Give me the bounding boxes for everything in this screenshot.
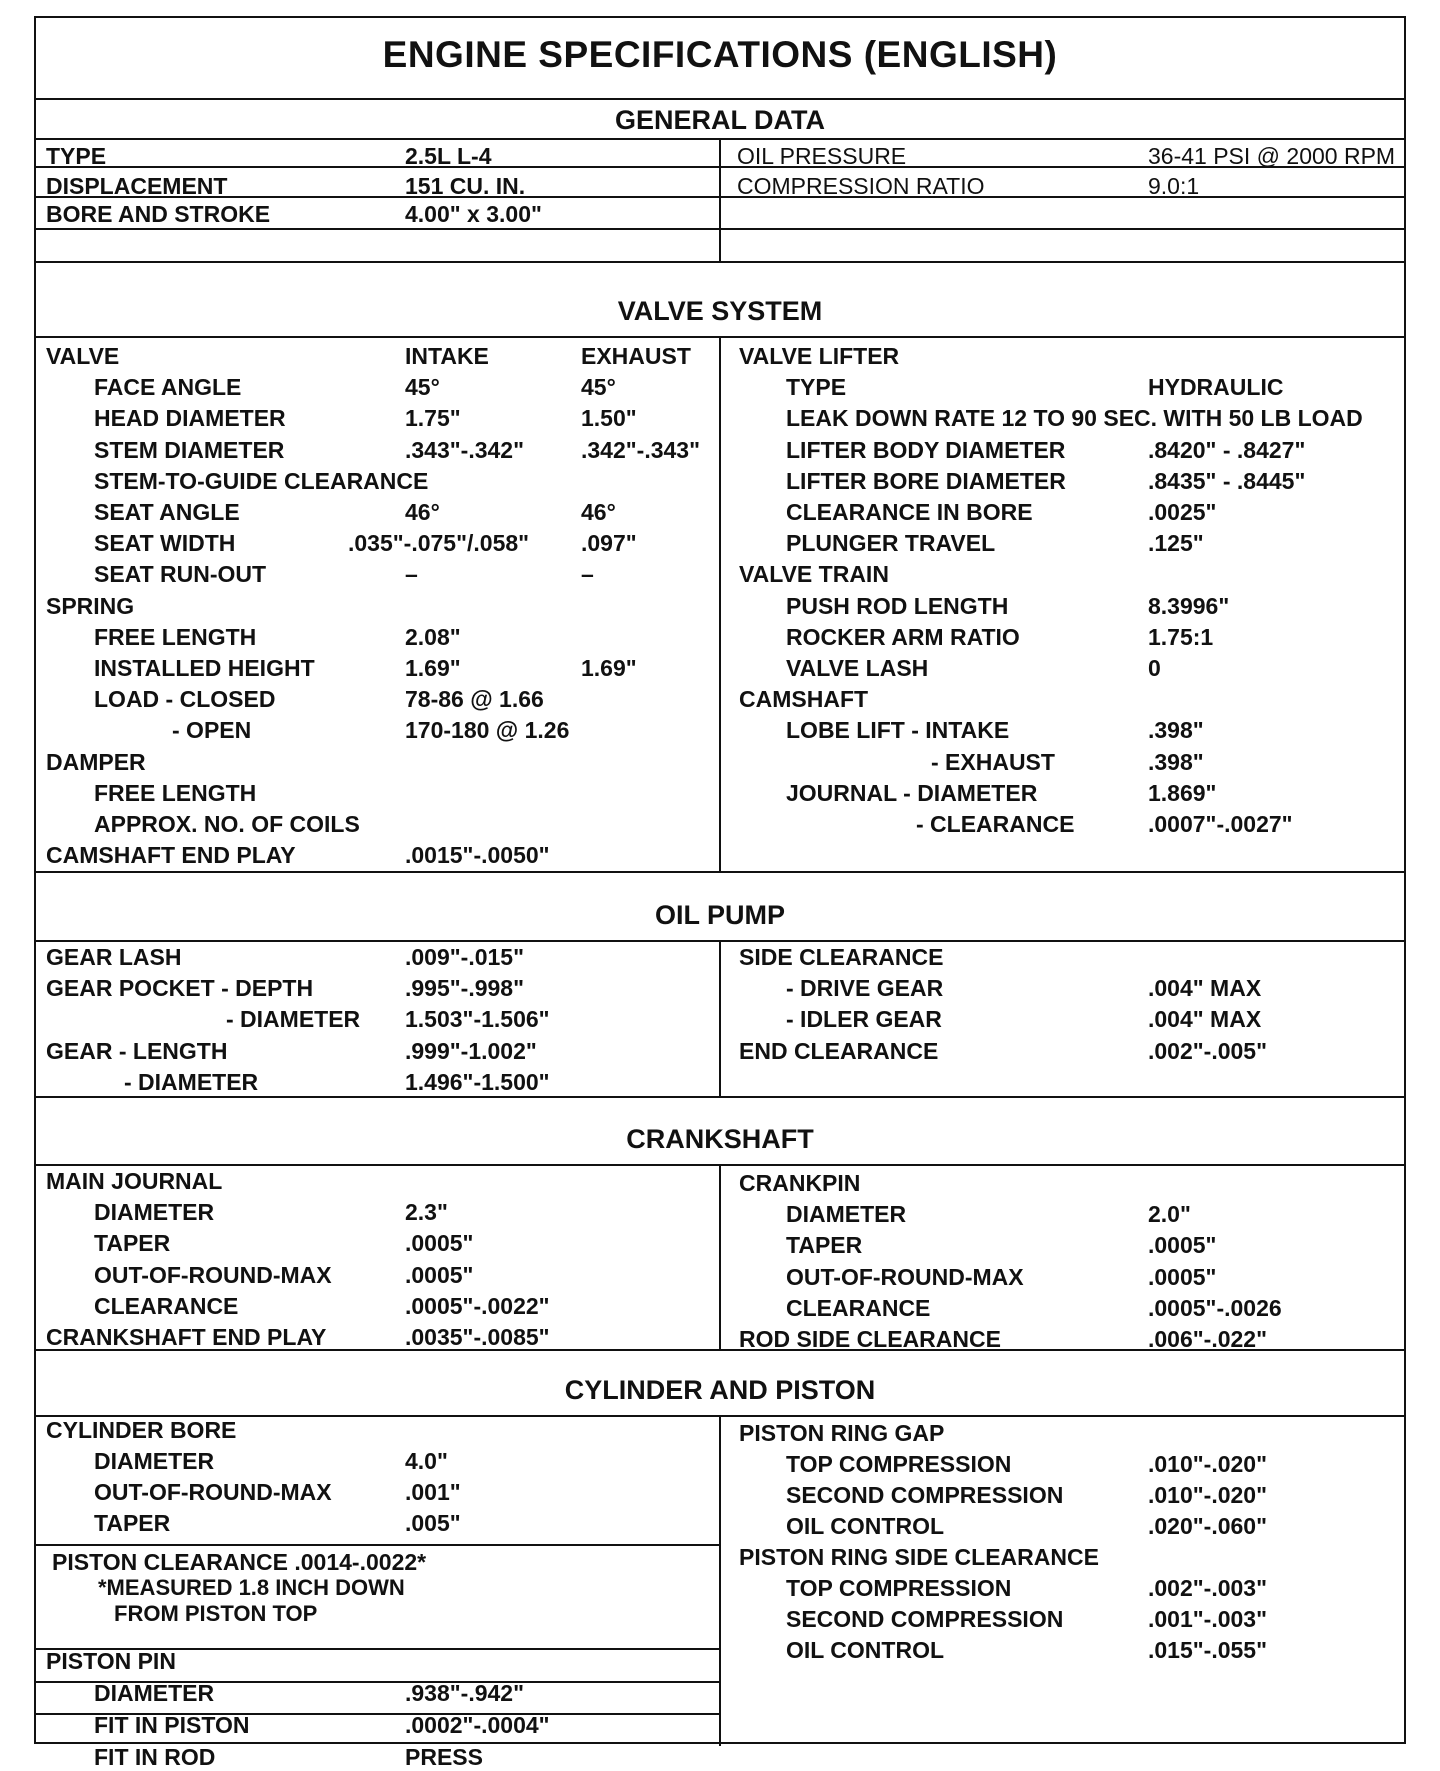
ring-label: PISTON RING GAP [739, 1420, 945, 1446]
crank-label: CRANKPIN [739, 1170, 861, 1196]
oil-label: - DIAMETER [124, 1068, 259, 1095]
general-label: COMPRESSION RATIO [737, 173, 985, 199]
crank-label: DIAMETER [94, 1199, 215, 1226]
cylinder-label: PISTON CLEARANCE .0014-.0022* [52, 1549, 427, 1575]
valve-label: FREE LENGTH [94, 623, 257, 650]
lifter-label: TYPE [786, 374, 847, 401]
valve-exhaust-value: .342"-.343" [581, 436, 700, 463]
lifter-label: JOURNAL - DIAMETER [786, 779, 1038, 806]
oil-label: END CLEARANCE [739, 1037, 939, 1064]
cylinder-label: FROM PISTON TOP [114, 1601, 318, 1626]
ring-value: .020"-.060" [1148, 1513, 1267, 1539]
valve-exhaust-value: .097" [581, 530, 637, 557]
ring-label: OIL CONTROL [786, 1637, 945, 1663]
crank-value: 2.0" [1148, 1201, 1191, 1228]
valve-intake-value: 170-180 @ 1.26 [405, 717, 570, 744]
crank-label: OUT-OF-ROUND-MAX [786, 1263, 1024, 1290]
crank-value: .0005"-.0022" [405, 1292, 550, 1319]
lifter-value: .0025" [1148, 499, 1217, 525]
rule [36, 1096, 1404, 1098]
valve-intake-value: .0015"-.0050" [405, 842, 550, 869]
general-value: 2.5L L-4 [405, 143, 492, 169]
oil-label: GEAR LASH [46, 944, 182, 970]
valve-label: FREE LENGTH [94, 779, 257, 806]
lifter-label: CAMSHAFT [739, 686, 869, 713]
crank-label: MAIN JOURNAL [46, 1168, 223, 1194]
ring-label: SECOND COMPRESSION [786, 1606, 1064, 1632]
crank-value: .0035"-.0085" [405, 1324, 550, 1350]
cylinder-value: .0002"-.0004" [405, 1712, 550, 1738]
lifter-value: .398" [1148, 748, 1204, 775]
divider [719, 336, 721, 871]
oil-label: SIDE CLEARANCE [739, 944, 944, 970]
lifter-value: 0 [1148, 655, 1161, 681]
crank-value: .0005" [1148, 1232, 1217, 1259]
cylinder-label: TAPER [94, 1510, 171, 1536]
oil-value: .004" MAX [1148, 975, 1262, 1002]
cylinder-label: FIT IN ROD [94, 1744, 216, 1770]
valve-label: HEAD DIAMETER [94, 405, 286, 432]
oil-value: .995"-.998" [405, 975, 524, 1002]
lifter-label: LEAK DOWN RATE 12 TO 90 SEC. WITH 50 LB LOAD [786, 405, 1363, 432]
oil-label: - DRIVE GEAR [786, 975, 944, 1002]
valve-label: STEM DIAMETER [94, 436, 285, 463]
oil-value: .004" MAX [1148, 1006, 1262, 1033]
ring-label: TOP COMPRESSION [786, 1575, 1012, 1601]
valve-intake-value: .343"-.342" [405, 436, 524, 463]
valve-exhaust-value: 45° [581, 374, 616, 401]
oil-label: GEAR - LENGTH [46, 1037, 228, 1064]
valve-intake-value: 2.08" [405, 623, 461, 650]
cylinder-label: OUT-OF-ROUND-MAX [94, 1479, 332, 1505]
ring-label: PISTON RING SIDE CLEARANCE [739, 1544, 1099, 1570]
general-value: 9.0:1 [1148, 173, 1200, 199]
valve-label: LOAD - CLOSED [94, 686, 276, 713]
crank-label: CRANKSHAFT END PLAY [46, 1324, 327, 1350]
lifter-label: - EXHAUST [931, 748, 1055, 775]
valve-label: APPROX. NO. OF COILS [94, 811, 360, 837]
lifter-label: VALVE LASH [786, 655, 929, 681]
general-label: TYPE [46, 143, 107, 169]
crank-value: .006"-.022" [1148, 1326, 1267, 1352]
lifter-value: 8.3996" [1148, 592, 1230, 619]
cylinder-value: .001" [405, 1479, 461, 1505]
valve-intake-value: – [405, 561, 418, 588]
lifter-value: 1.75:1 [1148, 623, 1214, 650]
lifter-label: PUSH ROD LENGTH [786, 592, 1009, 619]
general-label: DISPLACEMENT [46, 173, 228, 199]
rule [36, 1544, 719, 1546]
valve-label: SEAT ANGLE [94, 499, 240, 525]
general-value: 36-41 PSI @ 2000 RPM [1148, 143, 1396, 169]
valve-intake-value: 46° [405, 499, 440, 525]
section-title-cylinder: CYLINDER AND PISTON [564, 1375, 876, 1405]
valve-label: SEAT WIDTH [94, 530, 236, 557]
general-value: 4.00" x 3.00" [405, 201, 542, 227]
spec-sheet [34, 16, 1406, 1770]
valve-exhaust-value: 1.69" [581, 655, 637, 681]
valve-intake-value: .035"-.075"/.058" [348, 530, 530, 557]
rule [36, 871, 1404, 873]
cylinder-value: PRESS [405, 1744, 483, 1770]
valve-exhaust-value: EXHAUST [581, 343, 691, 369]
crank-label: CLEARANCE [786, 1294, 931, 1321]
cylinder-label: FIT IN PISTON [94, 1712, 250, 1738]
lifter-label: LIFTER BORE DIAMETER [786, 467, 1066, 494]
general-value: 151 CU. IN. [405, 173, 526, 199]
valve-label: SEAT RUN-OUT [94, 561, 267, 588]
lifter-label: VALVE TRAIN [739, 561, 889, 588]
cylinder-label: CYLINDER BORE [46, 1417, 237, 1443]
lifter-label: LIFTER BODY DIAMETER [786, 436, 1066, 463]
lifter-value: .0007"-.0027" [1148, 811, 1293, 837]
ring-label: OIL CONTROL [786, 1513, 945, 1539]
section-title-valve: VALVE SYSTEM [617, 296, 823, 326]
oil-value: 1.503"-1.506" [405, 1006, 550, 1033]
divider [719, 1164, 721, 1349]
section-title-oil: OIL PUMP [654, 900, 786, 930]
lifter-label: LOBE LIFT - INTAKE [786, 717, 1010, 744]
lifter-label: VALVE LIFTER [739, 343, 900, 369]
oil-value: .002"-.005" [1148, 1037, 1267, 1064]
section-title-general: GENERAL DATA [614, 105, 825, 135]
crank-label: DIAMETER [786, 1201, 907, 1228]
crank-label: TAPER [786, 1232, 863, 1259]
lifter-value: 1.869" [1148, 779, 1217, 806]
lifter-value: .8435" - .8445" [1148, 467, 1306, 494]
cylinder-value: 4.0" [405, 1448, 448, 1474]
lifter-value: .398" [1148, 717, 1204, 744]
valve-label: STEM-TO-GUIDE CLEARANCE [94, 467, 429, 494]
crank-label: ROD SIDE CLEARANCE [739, 1326, 1001, 1352]
ring-value: .010"-.020" [1148, 1482, 1267, 1508]
ring-value: .010"-.020" [1148, 1451, 1267, 1477]
valve-exhaust-value: – [581, 561, 594, 588]
crank-label: CLEARANCE [94, 1292, 239, 1319]
valve-label: DAMPER [46, 748, 146, 775]
general-label: OIL PRESSURE [737, 143, 907, 169]
general-label: BORE AND STROKE [46, 201, 271, 227]
cylinder-label: DIAMETER [94, 1448, 215, 1474]
valve-label: INSTALLED HEIGHT [94, 655, 315, 681]
ring-value: .001"-.003" [1148, 1606, 1267, 1632]
lifter-label: - CLEARANCE [916, 811, 1075, 837]
oil-value: .009"-.015" [405, 944, 524, 970]
valve-intake-value: 1.69" [405, 655, 461, 681]
valve-label: SPRING [46, 592, 135, 619]
crank-label: OUT-OF-ROUND-MAX [94, 1261, 332, 1288]
valve-intake-value: INTAKE [405, 343, 489, 369]
valve-intake-value: 45° [405, 374, 440, 401]
cylinder-value: .938"-.942" [405, 1680, 524, 1706]
section-title-crank: CRANKSHAFT [626, 1124, 814, 1154]
lifter-value: .8420" - .8427" [1148, 436, 1306, 463]
oil-label: - IDLER GEAR [786, 1006, 942, 1033]
valve-label: VALVE [46, 343, 120, 369]
crank-value: .0005"-.0026 [1148, 1294, 1282, 1321]
lifter-value: HYDRAULIC [1148, 374, 1284, 401]
crank-value: .0005" [405, 1230, 474, 1257]
valve-intake-value: 1.75" [405, 405, 461, 432]
cylinder-value: .005" [405, 1510, 461, 1536]
divider [719, 940, 721, 1096]
oil-label: GEAR POCKET - DEPTH [46, 975, 314, 1002]
ring-value: .015"-.055" [1148, 1637, 1267, 1663]
lifter-label: ROCKER ARM RATIO [786, 623, 1020, 650]
oil-value: .999"-1.002" [405, 1037, 537, 1064]
page-title: ENGINE SPECIFICATIONS (ENGLISH) [382, 34, 1058, 75]
oil-label: - DIAMETER [226, 1006, 361, 1033]
valve-exhaust-value: 46° [581, 499, 616, 525]
valve-label: - OPEN [172, 717, 252, 744]
crank-value: 2.3" [405, 1199, 448, 1226]
lifter-label: PLUNGER TRAVEL [786, 530, 996, 557]
ring-label: TOP COMPRESSION [786, 1451, 1012, 1477]
lifter-value: .125" [1148, 530, 1204, 557]
cylinder-label: PISTON PIN [46, 1648, 176, 1674]
lifter-label: CLEARANCE IN BORE [786, 499, 1033, 525]
cylinder-label: DIAMETER [94, 1680, 215, 1706]
divider [719, 1415, 721, 1746]
rule [36, 98, 1404, 100]
oil-value: 1.496"-1.500" [405, 1068, 550, 1095]
crank-value: .0005" [405, 1261, 474, 1288]
crank-value: .0005" [1148, 1263, 1217, 1290]
valve-label: CAMSHAFT END PLAY [46, 842, 296, 869]
cylinder-label: *MEASURED 1.8 INCH DOWN [98, 1575, 405, 1600]
rule [36, 261, 1404, 263]
divider [719, 138, 721, 261]
valve-label: FACE ANGLE [94, 374, 242, 401]
ring-value: .002"-.003" [1148, 1575, 1267, 1601]
valve-intake-value: 78-86 @ 1.66 [405, 686, 544, 713]
valve-exhaust-value: 1.50" [581, 405, 637, 432]
ring-label: SECOND COMPRESSION [786, 1482, 1064, 1508]
crank-label: TAPER [94, 1230, 171, 1257]
